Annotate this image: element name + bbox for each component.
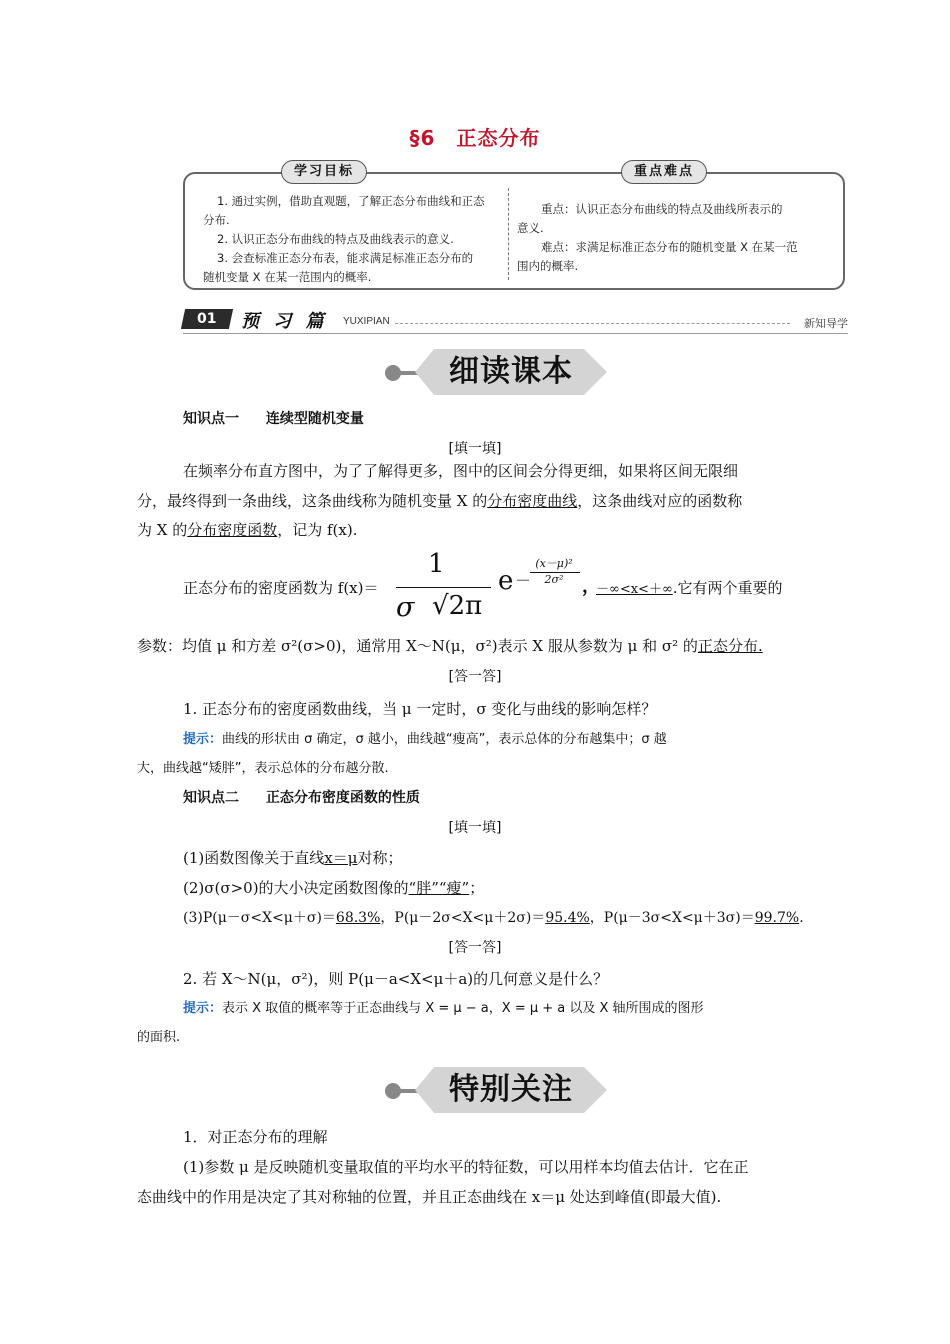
text: 曲线的形状由 σ 确定，σ 越小，曲线越“瘦高”，表示总体的分布越集中；σ 越	[222, 732, 667, 747]
answer-heading-1: [答一答]	[448, 669, 502, 685]
text: ，P(μ－2σ<X<μ＋2σ)＝	[380, 910, 546, 926]
text: ，记为 f(x).	[277, 521, 358, 539]
fraction-bar	[396, 587, 491, 588]
kp-label: 知识点一	[183, 411, 239, 427]
text: .	[799, 910, 804, 926]
formula-range-line	[596, 577, 783, 601]
text: 表示 X 取值的概率等于正态曲线与 X = μ − a，X = μ + a 以及 X 轴所围成的图形	[222, 1001, 704, 1016]
answer-underlined: x＝μ	[324, 849, 358, 867]
text: (3)P(μ－σ<X<μ＋σ)＝	[183, 910, 336, 926]
banner-read-textbook	[385, 349, 607, 395]
hint-1-line2: 大，曲线越“矮胖”，表示总体的分布越分散.	[137, 761, 389, 776]
hint-label: 提示：	[183, 732, 223, 747]
goals-divider	[508, 188, 509, 280]
hint-2-line2: 的面积.	[137, 1030, 181, 1045]
property-2	[183, 877, 484, 899]
kp-title: 连续型随机变量	[265, 411, 364, 427]
fraction-sqrt: √2π	[432, 591, 483, 621]
formula-comma: ，	[582, 576, 600, 597]
key-line: 意义.	[517, 221, 544, 235]
para1-line3	[137, 519, 843, 541]
kp-title: 正态分布密度函数的性质	[265, 790, 420, 806]
section-dash-line	[395, 323, 790, 324]
key-points-list	[517, 200, 831, 276]
fill-heading-1: [填一填]	[448, 441, 502, 457]
text: .它有两个重要的	[672, 579, 783, 597]
key-points-tag: 重点难点	[621, 160, 707, 184]
answer-underlined: 95.4%	[545, 910, 590, 926]
knowledge-point-2	[183, 787, 420, 807]
fraction-sigma: σ	[396, 592, 415, 623]
property-1	[183, 847, 402, 869]
para2	[137, 635, 847, 657]
text: (2)σ(σ>0)的大小决定函数图像的	[183, 879, 409, 897]
banner-special-attention	[385, 1067, 607, 1113]
answer-underlined: “胖”“瘦”	[408, 879, 470, 897]
answer-underlined: 分布密度曲线	[487, 492, 578, 510]
goal-line: 1. 通过实例，借助直观题，了解正态分布曲线和正态	[217, 194, 485, 208]
text: ；	[469, 879, 485, 897]
exp-sign: －	[515, 571, 532, 590]
special-heading: 1．对正态分布的理解	[183, 1128, 328, 1146]
answer-underlined: 99.7%	[754, 910, 800, 926]
key-line: 难点：求满足标准正态分布的随机变量 X 在某一范	[541, 240, 798, 254]
formula-lead: 正态分布的密度函数为 f(x)＝	[183, 579, 379, 597]
exp-numerator: (x－μ)²	[535, 557, 573, 570]
section-number-badge: 01	[181, 309, 233, 329]
range-underlined: －∞<x<＋∞	[596, 582, 673, 597]
fill-heading-2: [填一填]	[448, 820, 502, 836]
key-line: 围内的概率.	[517, 259, 579, 273]
goals-list	[203, 192, 507, 287]
para1-line2	[137, 490, 843, 512]
text: 分，最终得到一条曲线，这条曲线称为随机变量 X 的	[137, 492, 488, 510]
text: ，这条曲线对应的函数称	[577, 492, 743, 510]
banner-text: 特别关注	[449, 1072, 573, 1107]
hint-2-line1	[183, 998, 843, 1020]
goal-line: 分布.	[203, 213, 230, 227]
kp-label: 知识点二	[183, 790, 239, 806]
goals-box	[183, 164, 845, 290]
para1-line1: 在频率分布直方图中，为了了解得更多，图中的区间会分得更细，如果将区间无限细	[183, 462, 739, 480]
text: 为 X 的	[137, 521, 188, 539]
question-1: 1. 正态分布的密度函数曲线，当 μ 一定时，σ 变化与曲线的影响怎样？	[183, 700, 657, 718]
answer-underlined: 正态分布.	[697, 637, 763, 655]
banner-dot-icon	[385, 365, 401, 381]
knowledge-point-1	[183, 408, 364, 428]
density-fraction	[396, 549, 508, 625]
hint-label: 提示：	[183, 1001, 223, 1016]
hint-1-line1	[183, 729, 843, 751]
text: 参数：均值 μ 和方差 σ²(σ>0)，通常用 X～N(μ，σ²)表示 X 服从参数为 μ 和 σ² 的	[137, 637, 698, 655]
text: 对称；	[357, 849, 403, 867]
fraction-numerator: 1	[428, 549, 445, 579]
answer-underlined: 分布密度函数	[187, 521, 278, 539]
special-line1: (1)参数 μ 是反映随机变量取值的平均水平的特征数，可以用样本均值去估计．它在正	[183, 1158, 749, 1176]
banner-dot-icon	[385, 1083, 401, 1099]
section-pinyin: YUXIPIAN	[343, 316, 390, 327]
property-3	[183, 907, 849, 929]
section-name: 预 习 篇	[241, 311, 328, 332]
text: (1)函数图像关于直线	[183, 849, 325, 867]
goal-line: 2. 认识正态分布曲线的特点及曲线表示的意义.	[217, 232, 454, 246]
banner-text: 细读课本	[449, 354, 573, 389]
key-line: 重点：认识正态分布曲线的特点及曲线所表示的	[541, 202, 783, 216]
exp-e: e	[498, 566, 514, 596]
preview-section-bar	[183, 307, 848, 334]
goal-line: 3. 会查标准正态分布表，能求满足标准正态分布的	[217, 251, 474, 265]
answer-heading-2: [答一答]	[448, 940, 502, 956]
question-2: 2. 若 X～N(μ，σ²)，则 P(μ－a<X<μ＋a)的几何意义是什么？	[183, 970, 609, 988]
answer-underlined: 68.3%	[335, 910, 381, 926]
special-line2: 态曲线中的作用是决定了其对称轴的位置，并且正态曲线在 x＝μ 处达到峰值(即最大值).	[137, 1188, 722, 1206]
exp-denominator: 2σ²	[544, 573, 564, 586]
section-subtitle: 新知导学	[804, 317, 848, 330]
goal-line: 随机变量 X 在某一范围内的概率.	[203, 270, 372, 284]
goals-tag: 学习目标	[281, 160, 367, 184]
text: ，P(μ－3σ<X<μ＋3σ)＝	[589, 910, 755, 926]
page-title: §6 正态分布	[409, 126, 541, 150]
